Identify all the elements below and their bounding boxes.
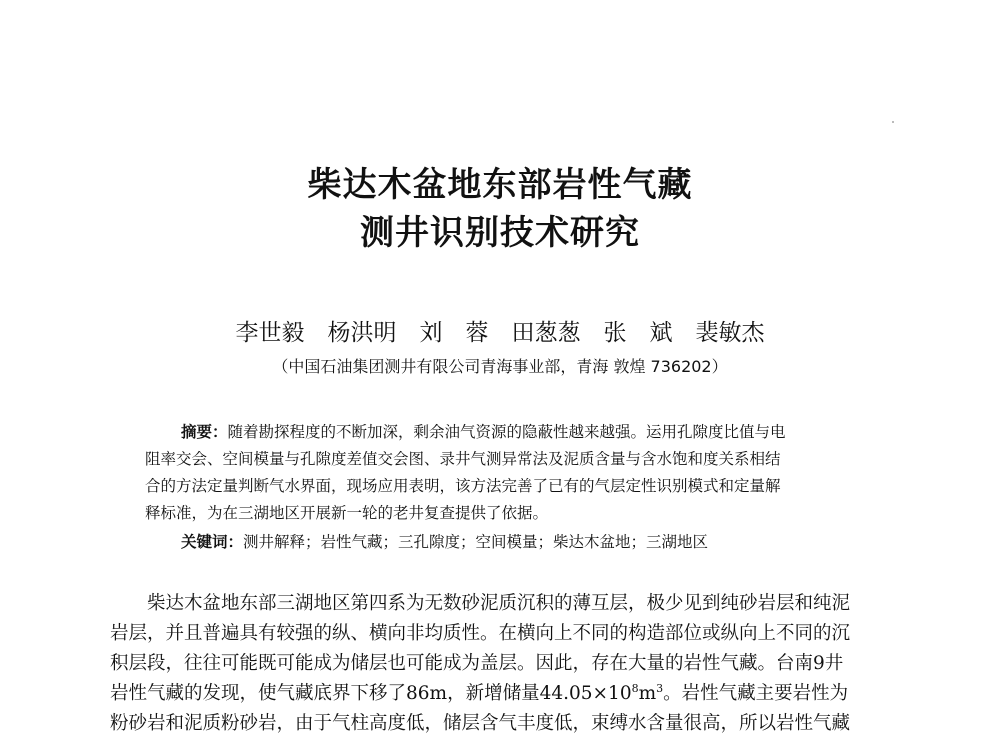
keywords-line [181, 530, 857, 554]
exponent: 8 [631, 681, 639, 695]
abstract-label: 摘要： [181, 423, 228, 441]
exponent: 3 [656, 681, 664, 695]
author-list: 李世毅 杨洪明 刘 蓉 田葱葱 张 斌 裴敏杰 [235, 320, 765, 346]
body-text-line: 粉砂岩和泥质粉砂岩，由于气柱高度低，储层含气丰度低，束缚水含量很高，所以岩性气藏 [110, 713, 851, 734]
unit-text: m [638, 683, 657, 704]
body-text-line: 岩层，并且普遍具有较强的纵、横向非均质性。在横向上不同的构造部位或纵向上不同的沉 [110, 623, 851, 644]
body-text-segment: 岩性气藏的发现，使气藏底界下移了86m，新增储量44.05×10 [110, 683, 632, 704]
abstract-line [181, 420, 857, 444]
paper-title-line-2: 测井识别技术研究 [360, 213, 640, 253]
keywords-text: 测井解释；岩性气藏；三孔隙度；空间模量；柴达木盆地；三湖地区 [243, 533, 709, 551]
abstract-text: 随着勘探程度的不断加深，剩余油气资源的隐蔽性越来越强。运用孔隙度比值与电 [227, 423, 786, 441]
abstract-line: 释标准，为在三湖地区开展新一轮的老井复查提供了依据。 [145, 504, 549, 522]
body-text-line [110, 680, 910, 708]
abstract-line: 阻率交会、空间模量与孔隙度差值交会图、录井气测异常法及泥质含量与含水饱和度关系相结 [145, 450, 781, 468]
keywords-label: 关键词： [181, 533, 244, 551]
body-text-segment: 。岩性气藏主要岩性为 [663, 683, 849, 704]
paper-title-line-1: 柴达木盆地东部岩性气藏 [307, 165, 693, 205]
abstract-line: 合的方法定量判断气水界面，现场应用表明，该方法完善了已有的气层定性识别模式和定量解 [145, 477, 781, 495]
author-affiliation: （中国石油集团测井有限公司青海事业部，青海 敦煌 736202） [272, 357, 728, 376]
body-text-line: 积层段，往往可能既可能成为储层也可能成为盖层。因此，存在大量的岩性气藏。台南9井 [110, 653, 844, 674]
scan-speck [892, 121, 894, 123]
body-text-line: 柴达木盆地东部三湖地区第四系为无数砂泥质沉积的薄互层，极少见到纯砂岩层和纯泥 [147, 593, 851, 614]
